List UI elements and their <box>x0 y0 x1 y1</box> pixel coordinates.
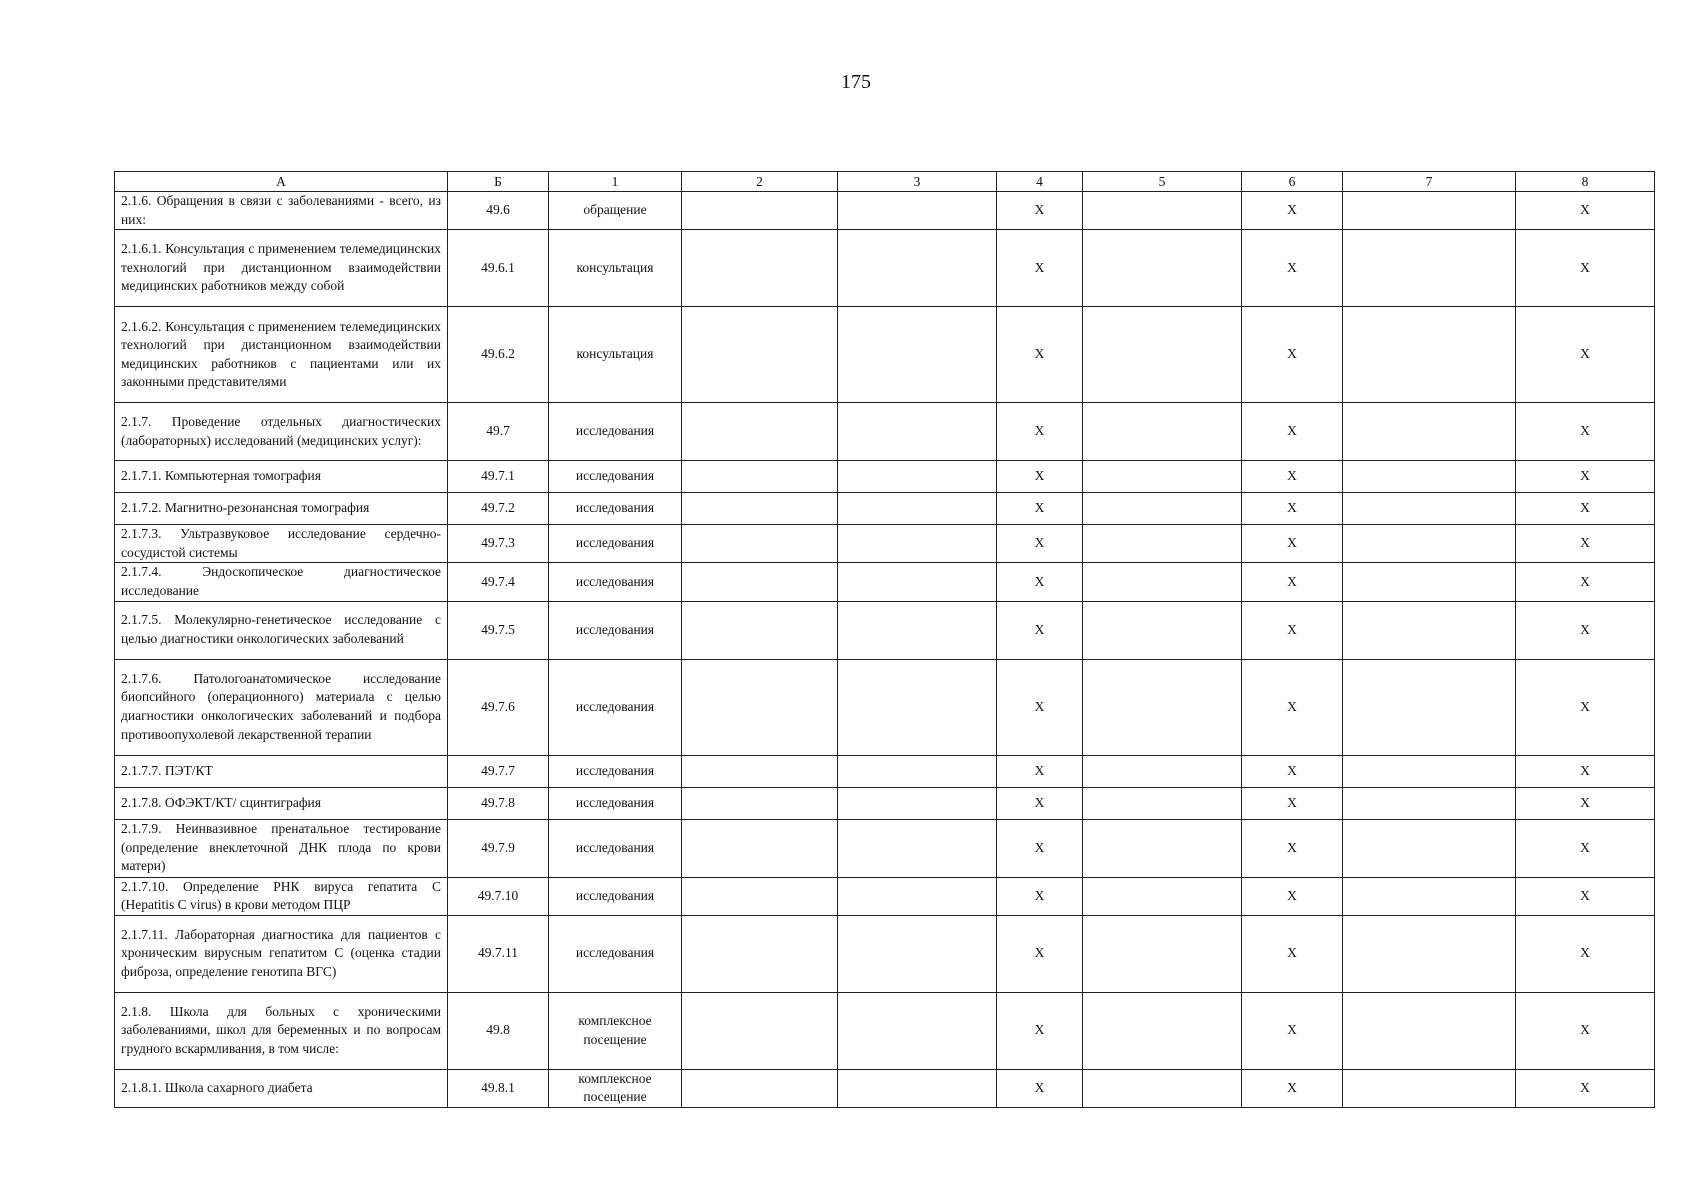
cell-col-4: X <box>997 525 1083 563</box>
cell-col-4: X <box>997 563 1083 601</box>
cell-name: 2.1.6.2. Консультация с применением телемедицинских технологий при дистанционном взаимодействии медицинских работников с пациентами или их законными представителями <box>115 307 448 403</box>
cell-code: 49.6.1 <box>448 230 549 307</box>
cell-col-2 <box>682 461 838 493</box>
cell-col-7 <box>1343 307 1516 403</box>
table-row <box>115 192 1655 230</box>
table-row <box>115 1069 1655 1107</box>
cell-col-5 <box>1083 601 1242 659</box>
cell-unit: консультация <box>549 307 682 403</box>
cell-code: 49.7.4 <box>448 563 549 601</box>
table-row <box>115 493 1655 525</box>
cell-col-6: X <box>1242 787 1343 819</box>
cell-col-6: X <box>1242 230 1343 307</box>
header-cell-8: 8 <box>1516 172 1655 192</box>
cell-name: 2.1.7.6. Патологоанатомическое исследование биопсийного (операционного) материала с целью диагностики онкологических заболеваний и подбора противоопухолевой лекарственной терапии <box>115 659 448 755</box>
cell-col-5 <box>1083 819 1242 877</box>
cell-code: 49.6 <box>448 192 549 230</box>
cell-unit: исследования <box>549 493 682 525</box>
cell-unit: комплексное посещение <box>549 992 682 1069</box>
header-cell-a: А <box>115 172 448 192</box>
cell-col-2 <box>682 787 838 819</box>
cell-code: 49.7.9 <box>448 819 549 877</box>
table-row <box>115 992 1655 1069</box>
cell-col-5 <box>1083 787 1242 819</box>
cell-col-2 <box>682 192 838 230</box>
cell-name: 2.1.7.4. Эндоскопическое диагностическое исследование <box>115 563 448 601</box>
cell-col-4: X <box>997 461 1083 493</box>
cell-col-7 <box>1343 1069 1516 1107</box>
header-cell-6: 6 <box>1242 172 1343 192</box>
cell-col-2 <box>682 915 838 992</box>
cell-code: 49.6.2 <box>448 307 549 403</box>
data-table <box>114 171 1655 1108</box>
cell-col-7 <box>1343 819 1516 877</box>
cell-code: 49.7.2 <box>448 493 549 525</box>
cell-code: 49.7.5 <box>448 601 549 659</box>
cell-col-4: X <box>997 230 1083 307</box>
cell-col-7 <box>1343 403 1516 461</box>
table-row <box>115 819 1655 877</box>
cell-code: 49.7.1 <box>448 461 549 493</box>
cell-col-4: X <box>997 601 1083 659</box>
cell-col-5 <box>1083 192 1242 230</box>
table-body <box>115 192 1655 1108</box>
cell-unit: комплексное посещение <box>549 1069 682 1107</box>
cell-col-3 <box>838 493 997 525</box>
cell-unit: исследования <box>549 461 682 493</box>
cell-unit: исследования <box>549 915 682 992</box>
cell-col-8: X <box>1516 819 1655 877</box>
cell-col-4: X <box>997 1069 1083 1107</box>
cell-col-4: X <box>997 493 1083 525</box>
cell-col-4: X <box>997 659 1083 755</box>
cell-col-4: X <box>997 192 1083 230</box>
cell-name: 2.1.6. Обращения в связи с заболеваниями - всего, из них: <box>115 192 448 230</box>
cell-name: 2.1.7.11. Лабораторная диагностика для пациентов с хроническим вирусным гепатитом C (оценка стадии фиброза, определение генотипа ВГС) <box>115 915 448 992</box>
cell-col-5 <box>1083 877 1242 915</box>
cell-col-2 <box>682 877 838 915</box>
cell-col-8: X <box>1516 192 1655 230</box>
cell-col-5 <box>1083 230 1242 307</box>
cell-col-7 <box>1343 755 1516 787</box>
table-row <box>115 877 1655 915</box>
cell-col-7 <box>1343 877 1516 915</box>
cell-name: 2.1.7.10. Определение РНК вируса гепатита C (Hepatitis C virus) в крови методом ПЦР <box>115 877 448 915</box>
cell-col-2 <box>682 525 838 563</box>
cell-col-3 <box>838 787 997 819</box>
cell-col-3 <box>838 992 997 1069</box>
cell-col-4: X <box>997 307 1083 403</box>
table-row <box>115 755 1655 787</box>
cell-name: 2.1.7.3. Ультразвуковое исследование сердечно-сосудистой системы <box>115 525 448 563</box>
cell-col-2 <box>682 230 838 307</box>
cell-col-8: X <box>1516 563 1655 601</box>
cell-code: 49.7.6 <box>448 659 549 755</box>
header-cell-1: 1 <box>549 172 682 192</box>
cell-name: 2.1.7.7. ПЭТ/КТ <box>115 755 448 787</box>
cell-col-4: X <box>997 819 1083 877</box>
cell-col-7 <box>1343 493 1516 525</box>
cell-col-3 <box>838 525 997 563</box>
cell-col-6: X <box>1242 307 1343 403</box>
cell-col-5 <box>1083 563 1242 601</box>
cell-unit: исследования <box>549 755 682 787</box>
cell-col-3 <box>838 755 997 787</box>
cell-col-7 <box>1343 601 1516 659</box>
cell-col-5 <box>1083 307 1242 403</box>
cell-col-4: X <box>997 403 1083 461</box>
cell-name: 2.1.7. Проведение отдельных диагностических (лабораторных) исследований (медицинских услуг): <box>115 403 448 461</box>
cell-col-6: X <box>1242 493 1343 525</box>
cell-col-8: X <box>1516 525 1655 563</box>
cell-col-8: X <box>1516 877 1655 915</box>
cell-code: 49.8.1 <box>448 1069 549 1107</box>
cell-col-6: X <box>1242 659 1343 755</box>
cell-unit: исследования <box>549 525 682 563</box>
cell-name: 2.1.7.9. Неинвазивное пренатальное тестирование (определение внеклеточной ДНК плода по крови матери) <box>115 819 448 877</box>
cell-col-8: X <box>1516 493 1655 525</box>
cell-col-3 <box>838 877 997 915</box>
cell-unit: исследования <box>549 787 682 819</box>
header-cell-3: 3 <box>838 172 997 192</box>
cell-col-8: X <box>1516 992 1655 1069</box>
cell-col-5 <box>1083 915 1242 992</box>
cell-col-8: X <box>1516 915 1655 992</box>
cell-col-7 <box>1343 192 1516 230</box>
cell-col-5 <box>1083 755 1242 787</box>
cell-name: 2.1.6.1. Консультация с применением телемедицинских технологий при дистанционном взаимодействии медицинских работников между собой <box>115 230 448 307</box>
table-row <box>115 601 1655 659</box>
cell-col-8: X <box>1516 1069 1655 1107</box>
table-row <box>115 525 1655 563</box>
cell-name: 2.1.7.1. Компьютерная томография <box>115 461 448 493</box>
cell-col-3 <box>838 819 997 877</box>
cell-code: 49.7.7 <box>448 755 549 787</box>
cell-col-6: X <box>1242 755 1343 787</box>
table-row <box>115 307 1655 403</box>
cell-col-3 <box>838 307 997 403</box>
cell-col-5 <box>1083 403 1242 461</box>
cell-col-3 <box>838 659 997 755</box>
cell-col-6: X <box>1242 192 1343 230</box>
cell-col-4: X <box>997 992 1083 1069</box>
cell-col-5 <box>1083 493 1242 525</box>
cell-name: 2.1.7.8. ОФЭКТ/КТ/ сцинтиграфия <box>115 787 448 819</box>
cell-col-2 <box>682 992 838 1069</box>
cell-col-2 <box>682 819 838 877</box>
cell-col-8: X <box>1516 461 1655 493</box>
cell-col-4: X <box>997 787 1083 819</box>
table-row <box>115 915 1655 992</box>
cell-col-3 <box>838 915 997 992</box>
cell-col-2 <box>682 601 838 659</box>
table-row <box>115 787 1655 819</box>
cell-col-2 <box>682 755 838 787</box>
header-cell-4: 4 <box>997 172 1083 192</box>
cell-unit: исследования <box>549 563 682 601</box>
cell-col-2 <box>682 563 838 601</box>
table-row <box>115 461 1655 493</box>
cell-col-2 <box>682 1069 838 1107</box>
cell-col-3 <box>838 601 997 659</box>
cell-unit: обращение <box>549 192 682 230</box>
cell-col-7 <box>1343 992 1516 1069</box>
cell-col-2 <box>682 403 838 461</box>
cell-col-5 <box>1083 992 1242 1069</box>
cell-col-8: X <box>1516 403 1655 461</box>
cell-code: 49.8 <box>448 992 549 1069</box>
header-cell-5: 5 <box>1083 172 1242 192</box>
cell-col-3 <box>838 403 997 461</box>
cell-col-8: X <box>1516 230 1655 307</box>
cell-col-8: X <box>1516 307 1655 403</box>
cell-col-7 <box>1343 659 1516 755</box>
cell-col-2 <box>682 493 838 525</box>
cell-col-6: X <box>1242 563 1343 601</box>
cell-col-2 <box>682 659 838 755</box>
cell-col-2 <box>682 307 838 403</box>
cell-col-3 <box>838 461 997 493</box>
cell-col-6: X <box>1242 992 1343 1069</box>
cell-col-4: X <box>997 877 1083 915</box>
cell-unit: исследования <box>549 403 682 461</box>
cell-col-5 <box>1083 1069 1242 1107</box>
cell-col-7 <box>1343 787 1516 819</box>
cell-col-6: X <box>1242 877 1343 915</box>
cell-col-6: X <box>1242 461 1343 493</box>
cell-col-6: X <box>1242 819 1343 877</box>
cell-unit: исследования <box>549 819 682 877</box>
cell-code: 49.7.11 <box>448 915 549 992</box>
cell-col-3 <box>838 1069 997 1107</box>
cell-col-7 <box>1343 525 1516 563</box>
cell-unit: консультация <box>549 230 682 307</box>
table-row <box>115 230 1655 307</box>
cell-unit: исследования <box>549 601 682 659</box>
cell-col-6: X <box>1242 403 1343 461</box>
cell-unit: исследования <box>549 659 682 755</box>
cell-col-8: X <box>1516 659 1655 755</box>
page-number: 175 <box>841 71 871 93</box>
cell-code: 49.7.3 <box>448 525 549 563</box>
cell-col-3 <box>838 192 997 230</box>
cell-unit: исследования <box>549 877 682 915</box>
header-cell-b: Б <box>448 172 549 192</box>
cell-col-7 <box>1343 230 1516 307</box>
table-header-row <box>115 172 1655 192</box>
cell-name: 2.1.8. Школа для больных с хроническими заболеваниями, школ для беременных и по вопросам грудного вскармливания, в том числе: <box>115 992 448 1069</box>
cell-name: 2.1.7.2. Магнитно-резонансная томография <box>115 493 448 525</box>
cell-col-6: X <box>1242 601 1343 659</box>
cell-col-3 <box>838 563 997 601</box>
table-row <box>115 403 1655 461</box>
cell-name: 2.1.8.1. Школа сахарного диабета <box>115 1069 448 1107</box>
cell-col-6: X <box>1242 915 1343 992</box>
cell-code: 49.7 <box>448 403 549 461</box>
cell-name: 2.1.7.5. Молекулярно-генетическое исследование с целью диагностики онкологических заболеваний <box>115 601 448 659</box>
cell-col-7 <box>1343 461 1516 493</box>
cell-col-5 <box>1083 525 1242 563</box>
cell-code: 49.7.10 <box>448 877 549 915</box>
table-row <box>115 659 1655 755</box>
cell-col-8: X <box>1516 601 1655 659</box>
cell-col-6: X <box>1242 525 1343 563</box>
cell-col-4: X <box>997 915 1083 992</box>
header-cell-7: 7 <box>1343 172 1516 192</box>
table-row <box>115 563 1655 601</box>
cell-col-7 <box>1343 563 1516 601</box>
header-cell-2: 2 <box>682 172 838 192</box>
cell-code: 49.7.8 <box>448 787 549 819</box>
cell-col-3 <box>838 230 997 307</box>
cell-col-7 <box>1343 915 1516 992</box>
cell-col-6: X <box>1242 1069 1343 1107</box>
cell-col-5 <box>1083 659 1242 755</box>
cell-col-4: X <box>997 755 1083 787</box>
cell-col-8: X <box>1516 787 1655 819</box>
cell-col-5 <box>1083 461 1242 493</box>
cell-col-8: X <box>1516 755 1655 787</box>
